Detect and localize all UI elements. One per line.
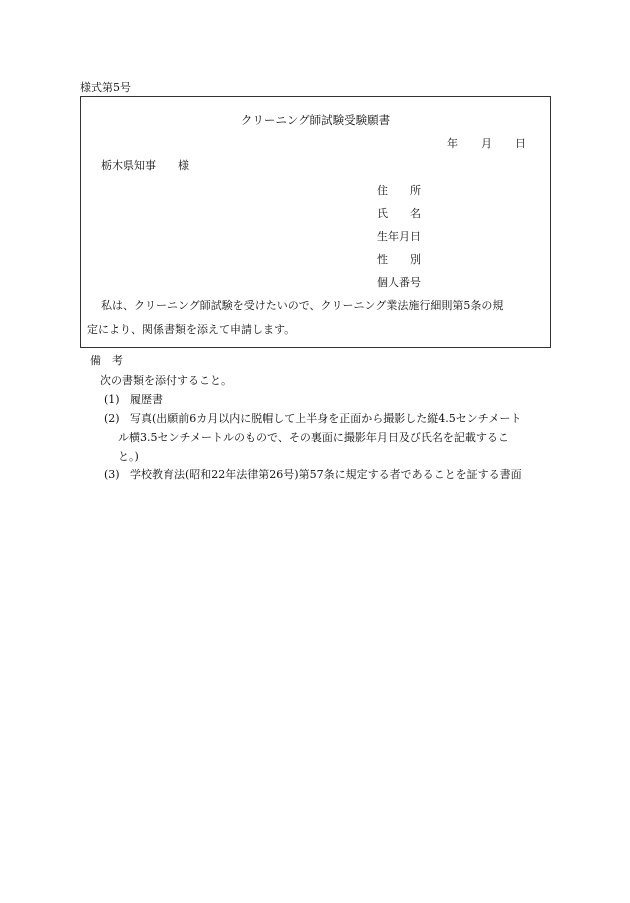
field-personal-number-label: 個人番号 <box>377 276 421 289</box>
note-text: 学校教育法(昭和22年法律第26号)第57条に規定する者であることを証する書面 <box>130 468 522 481</box>
date-year-label: 年 <box>447 137 458 150</box>
note-text: 写真(出願前6カ月以内に脱帽して上半身を正面から撮影した縦4.5センチメート <box>130 412 522 425</box>
note-number: (1) <box>104 393 120 406</box>
date-month-label: 月 <box>481 137 492 150</box>
statement-line-2: 定により、関係書類を添えて申請します。 <box>87 323 296 336</box>
field-birthdate-label: 生年月日 <box>377 230 421 243</box>
date-day-label: 日 <box>515 137 526 150</box>
field-gender-label: 性 別 <box>377 253 421 266</box>
note-number: (3) <box>104 468 120 481</box>
notes-heading: 備 考 <box>90 354 123 367</box>
note-text-continued: ル横3.5センチメートルのもので、その裏面に撮影年月日及び氏名を記載するこ <box>118 431 509 444</box>
note-text-continued: と。) <box>118 450 139 463</box>
addressee: 栃木県知事 様 <box>101 159 189 172</box>
notes-intro: 次の書類を添付すること。 <box>100 374 232 387</box>
form-number: 様式第5号 <box>80 81 131 94</box>
form-title: クリーニング師試験受験願書 <box>240 113 391 127</box>
field-name-label: 氏 名 <box>377 207 421 220</box>
application-form-box <box>80 96 551 348</box>
field-address-label: 住 所 <box>377 184 421 197</box>
note-text: 履歴書 <box>130 393 163 406</box>
statement-line-1: 私は、クリーニング師試験を受けたいので、クリーニング業法施行細則第5条の規 <box>101 299 504 312</box>
note-number: (2) <box>104 412 120 425</box>
